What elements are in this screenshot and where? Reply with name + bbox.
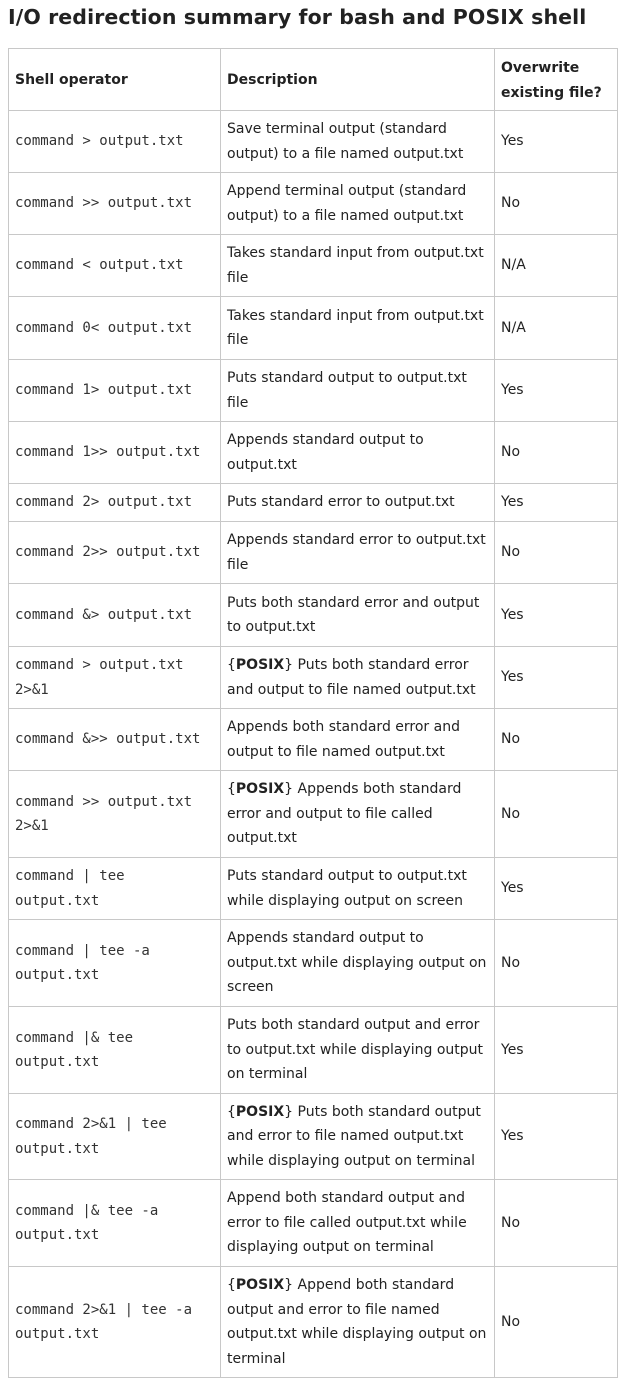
overwrite-cell: Yes [495,1007,618,1094]
table-row [9,522,618,584]
overwrite-cell: Yes [495,484,618,522]
shell-operator-cell: command | tee -a output.txt [9,920,221,1007]
shell-operator-cell: command &>> output.txt [9,709,221,771]
overwrite-cell: No [495,522,618,584]
overwrite-cell: Yes [495,858,618,920]
table-row [9,1094,618,1180]
overwrite-cell: Yes [495,584,618,647]
description-cell [221,858,495,920]
table-row [9,771,618,858]
overwrite-cell: N/A [495,297,618,360]
description-cell [221,173,495,235]
description-text: Appends standard output to output.txt [227,432,424,473]
shell-operator-cell: command 2>&1 | tee output.txt [9,1094,221,1180]
description-text: Puts both standard output and error to file named output.txt while displaying output on terminal [227,1103,481,1169]
description-cell [221,422,495,484]
shell-operator-cell: command 2> output.txt [9,484,221,522]
shell-operator-cell: command >> output.txt [9,173,221,235]
overwrite-cell: No [495,1267,618,1378]
description-cell: {POSIX} Appends both standard error and output to file called output.txt [221,771,495,858]
posix-tag: POSIX [235,1277,285,1293]
table-row [9,1180,618,1267]
shell-operator-cell: command >> output.txt 2>&1 [9,771,221,858]
description-cell [221,584,495,647]
table-row [9,235,618,297]
description-text: Puts both standard error and output to file named output.txt [227,657,476,698]
description-text: Append both standard output and error to file named output.txt while displaying output on terminal [227,1277,487,1367]
overwrite-cell: No [495,1180,618,1267]
overwrite-cell: Yes [495,1094,618,1180]
description-cell [221,235,495,297]
description-cell: {POSIX} Puts both standard output and error to file named output.txt while displaying output on terminal [221,1094,495,1180]
overwrite-cell: Yes [495,360,618,422]
description-cell [221,709,495,771]
description-cell: {POSIX} Append both standard output and error to file named output.txt while displaying output on terminal [221,1267,495,1378]
table-row [9,484,618,522]
shell-operator-cell: command &> output.txt [9,584,221,647]
description-text: Takes standard input from output.txt file [227,245,484,286]
shell-operator-cell: command > output.txt 2>&1 [9,647,221,709]
shell-operator-cell: command | tee output.txt [9,858,221,920]
posix-tag: POSIX [235,657,285,673]
table-row [9,1007,618,1094]
description-cell [221,1007,495,1094]
overwrite-cell: Yes [495,111,618,173]
shell-operator-cell: command 0< output.txt [9,297,221,360]
header-overwrite: Overwrite existing file? [495,49,618,111]
description-cell [221,522,495,584]
shell-operator-cell: command |& tee output.txt [9,1007,221,1094]
table-row [9,1267,618,1378]
overwrite-cell: No [495,771,618,858]
shell-operator-cell: command 1> output.txt [9,360,221,422]
description-cell [221,360,495,422]
posix-tag: POSIX [235,781,285,798]
shell-operator-cell: command 2>> output.txt [9,522,221,584]
table-row [9,647,618,709]
redirection-table [8,48,618,1378]
description-cell [221,297,495,360]
description-text: Appends both standard error and output to file called output.txt [227,781,462,847]
description-text: Append terminal output (standard output) to a file named output.txt [227,183,467,224]
description-cell [221,111,495,173]
description-text: Puts both standard error and output to output.txt [227,594,480,635]
table-header-row [9,49,618,111]
overwrite-cell: N/A [495,235,618,297]
table-row [9,111,618,173]
description-text: Puts both standard output and error to output.txt while displaying output on terminal [227,1017,483,1083]
description-text: Puts standard error to output.txt [227,494,455,511]
overwrite-cell: No [495,709,618,771]
description-text: Takes standard input from output.txt file [227,307,484,348]
description-text: Appends standard output to output.txt while displaying output on screen [227,930,487,996]
table-body [9,111,618,1378]
shell-operator-cell: command > output.txt [9,111,221,173]
shell-operator-cell: command < output.txt [9,235,221,297]
description-text: Puts standard output to output.txt while displaying output on screen [227,868,467,909]
description-text: Appends both standard error and output to file named output.txt [227,719,460,760]
description-cell: {POSIX} Puts both standard error and output to file named output.txt [221,647,495,709]
overwrite-cell: No [495,920,618,1007]
header-description: Description [221,49,495,111]
shell-operator-cell: command |& tee -a output.txt [9,1180,221,1267]
table-row [9,422,618,484]
shell-operator-cell: command 1>> output.txt [9,422,221,484]
posix-tag: POSIX [235,1103,285,1120]
table-row [9,709,618,771]
description-cell [221,920,495,1007]
description-text: Save terminal output (standard output) to a file named output.txt [227,121,464,162]
table-row [9,297,618,360]
table-row [9,360,618,422]
table-row [9,920,618,1007]
description-text: Appends standard error to output.txt file [227,532,486,573]
description-cell [221,1180,495,1267]
table-row [9,858,618,920]
overwrite-cell: No [495,173,618,235]
table-row [9,584,618,647]
overwrite-cell: No [495,422,618,484]
shell-operator-cell: command 2>&1 | tee -a output.txt [9,1267,221,1378]
page-title: I/O redirection summary for bash and POSIX shell [8,5,587,29]
table-row [9,173,618,235]
description-text: Append both standard output and error to file called output.txt while displaying output on terminal [227,1190,467,1256]
description-cell [221,484,495,522]
description-text: Puts standard output to output.txt file [227,370,467,411]
header-shell-operator: Shell operator [9,49,221,111]
overwrite-cell: Yes [495,647,618,709]
